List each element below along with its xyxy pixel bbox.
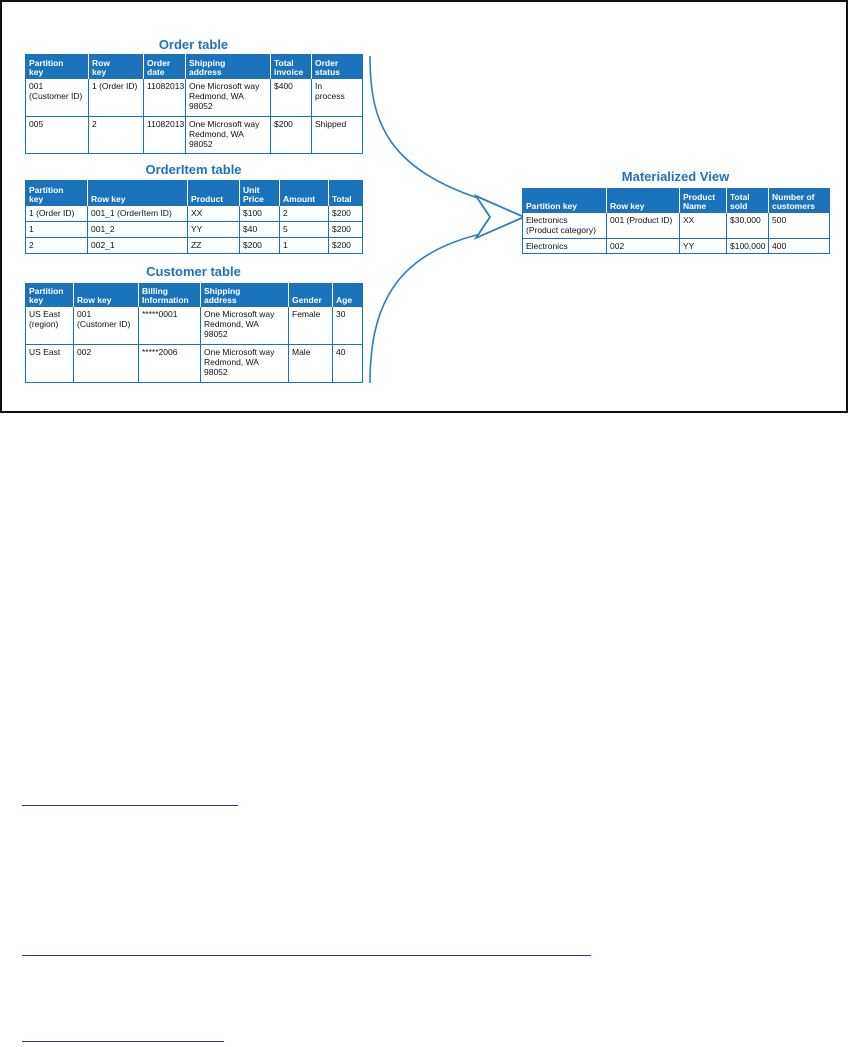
orderitem-table-title: OrderItem table (145, 162, 242, 177)
table-cell: One Microsoft way Redmond, WA 98052 (186, 78, 271, 116)
table-cell: 40 (333, 344, 363, 382)
customer-header-row-key: Row key (74, 283, 139, 306)
link-underline-1[interactable] (22, 805, 238, 806)
table-cell: 2 (26, 237, 88, 253)
table-cell: One Microsoft way Redmond, WA 98052 (201, 344, 289, 382)
table-cell: 30 (333, 306, 363, 344)
table-cell: 11082013 (144, 116, 186, 153)
table-cell: $200 (271, 116, 312, 153)
link-underline-2[interactable] (22, 955, 591, 956)
table-row (523, 238, 830, 253)
table-cell: *****2006 (139, 344, 201, 382)
table-cell: ZZ (188, 237, 240, 253)
table-cell: 002_1 (88, 237, 188, 253)
table-cell: *****0001 (139, 306, 201, 344)
orderitem-header-row-key: Row key (88, 180, 188, 205)
view-header-row-key: Row key (607, 188, 680, 212)
orderitem-header-total: Total (329, 180, 363, 205)
view-header-partition-key: Partition key (523, 188, 607, 212)
table-cell: YY (680, 238, 727, 253)
table-cell: $200 (329, 237, 363, 253)
order-table-title: Order table (158, 37, 229, 52)
table-cell: $100 (240, 205, 280, 221)
table-cell: YY (188, 221, 240, 237)
customer-header-gender: Gender (289, 283, 333, 306)
arrow-lower-curve (370, 232, 490, 383)
table-cell: US East (region) (26, 306, 74, 344)
customer-header-billing-information: Billing Information (139, 283, 201, 306)
order-header-partition-key: Partition key (26, 54, 89, 78)
table-cell: 1 (26, 221, 88, 237)
customer-header-partition-key: Partition key (26, 283, 74, 306)
table-cell: 2 (280, 205, 329, 221)
orderitem-header-product: Product (188, 180, 240, 205)
table-cell: In process (312, 78, 363, 116)
view-header-number-of-customers: Number of customers (769, 188, 830, 212)
table-cell: $200 (329, 221, 363, 237)
table-cell: $30,000 (727, 212, 769, 238)
table-cell: $400 (271, 78, 312, 116)
table-cell: 500 (769, 212, 830, 238)
table-cell: $200 (240, 237, 280, 253)
table-cell: Electronics (Product category) (523, 212, 607, 238)
table-cell: 002 (607, 238, 680, 253)
table-cell: 001_1 (OrderItem ID) (88, 205, 188, 221)
order-header-total-invoice: Total invoice (271, 54, 312, 78)
customer-header-shipping-address: Shipping address (201, 283, 289, 306)
table-cell: 1 (Order ID) (89, 78, 144, 116)
table-cell: 2 (89, 116, 144, 153)
table-cell: 001 (Customer ID) (26, 78, 89, 116)
table-cell: XX (188, 205, 240, 221)
arrow-upper-curve (370, 56, 490, 202)
table-cell: 1 (Order ID) (26, 205, 88, 221)
order-header-order-status: Order status (312, 54, 363, 78)
table-cell: XX (680, 212, 727, 238)
order-header-row-key: Row key (89, 54, 144, 78)
table-cell: $100,000 (727, 238, 769, 253)
table-cell: One Microsoft way Redmond, WA 98052 (186, 116, 271, 153)
table-cell: $40 (240, 221, 280, 237)
customer-table-title: Customer table (146, 264, 241, 279)
materialized-view-title: Materialized View (621, 169, 730, 184)
orderitem-header-amount: Amount (280, 180, 329, 205)
table-cell: 001 (Customer ID) (74, 306, 139, 344)
table-cell: 5 (280, 221, 329, 237)
table-cell: 1 (280, 237, 329, 253)
view-header-product-name: Product Name (680, 188, 727, 212)
order-header-shipping-address: Shipping address (186, 54, 271, 78)
table-cell: Female (289, 306, 333, 344)
orderitem-header-partition-key: Partition key (26, 180, 88, 205)
table-cell: 001 (Product ID) (607, 212, 680, 238)
arrow-head-icon (476, 196, 524, 238)
link-underline-3[interactable] (22, 1041, 224, 1042)
table-cell: 005 (26, 116, 89, 153)
table-cell: Male (289, 344, 333, 382)
table-cell: 001_2 (88, 221, 188, 237)
table-cell: 400 (769, 238, 830, 253)
table-cell: Shipped (312, 116, 363, 153)
table-cell: 11082013 (144, 78, 186, 116)
table-cell: One Microsoft way Redmond, WA 98052 (201, 306, 289, 344)
orderitem-header-unit-price: Unit Price (240, 180, 280, 205)
view-header-total-sold: Total sold (727, 188, 769, 212)
materialized-view-table (522, 188, 830, 254)
order-header-order-date: Order date (144, 54, 186, 78)
table-cell: US East (26, 344, 74, 382)
table-cell: Electronics (523, 238, 607, 253)
table-row (523, 212, 830, 238)
customer-header-age: Age (333, 283, 363, 306)
table-cell: $200 (329, 205, 363, 221)
table-cell: 002 (74, 344, 139, 382)
